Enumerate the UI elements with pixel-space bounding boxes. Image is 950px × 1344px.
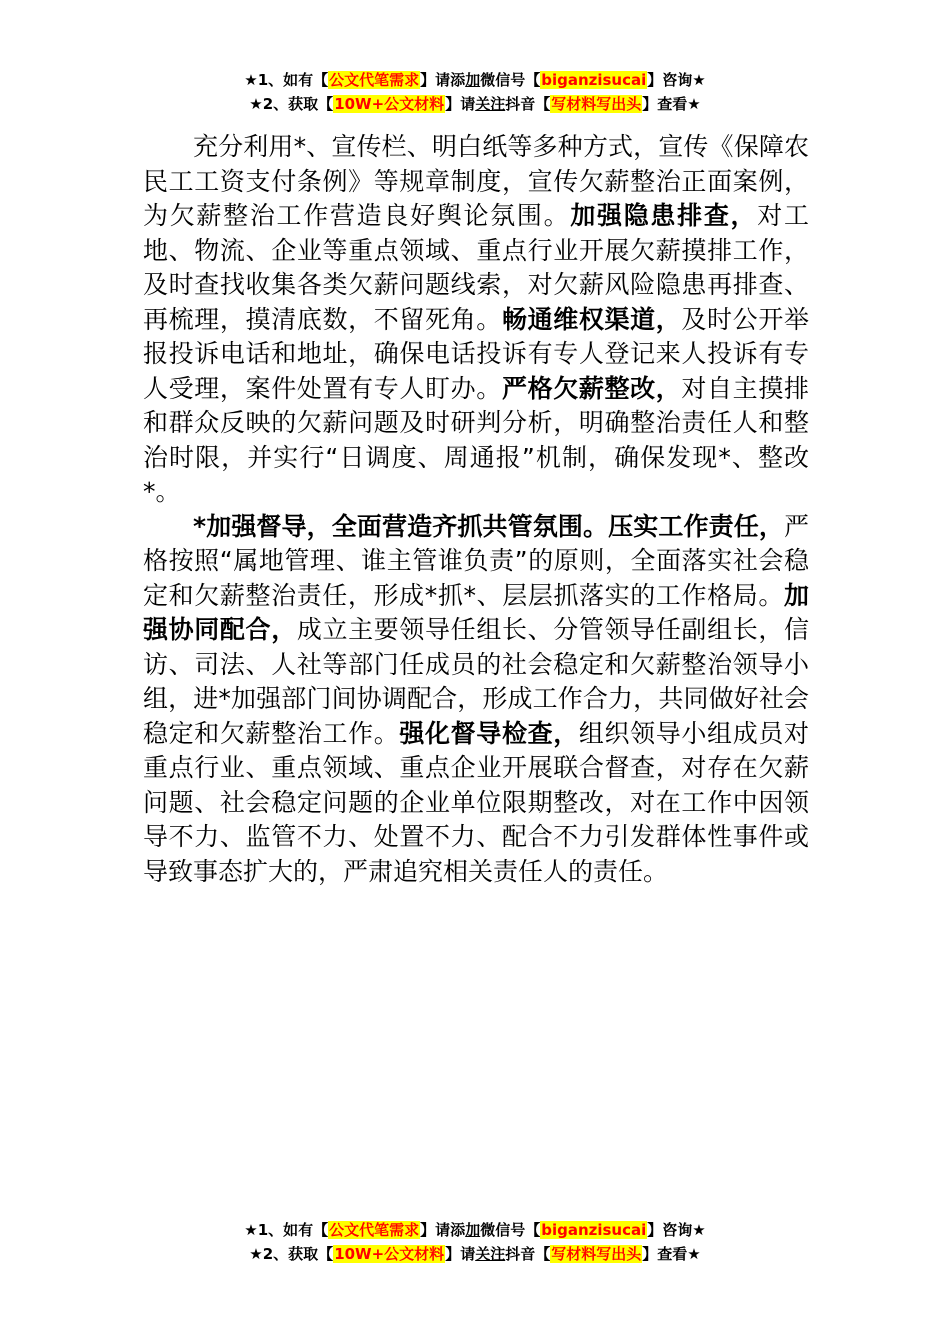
douyin-account-highlight: 写材料写出头 <box>551 1245 642 1263</box>
banner-text: 】请添 <box>420 1221 466 1239</box>
footer-banner-line-1 <box>0 1218 950 1242</box>
footer-banner <box>0 1218 950 1266</box>
banner-text: ★1、如有【 <box>244 71 329 89</box>
bold-heading: 压实工作责任， <box>608 511 784 541</box>
paragraph-text: 充分利用*、宣传栏、明白纸等多种方式，宣传《保障农民工工资支付条例》等规章制度，宣传欠薪整治正面案例，为欠薪整治工作营造良好舆论氛围。 <box>143 132 809 230</box>
douyin-account-highlight: 写材料写出头 <box>551 95 642 113</box>
banner-text: 】请 <box>445 1245 476 1263</box>
banner-underlined-text: 加 <box>465 1221 481 1239</box>
paragraph-text: 及时公开举报投诉电话和地址，确保电话投诉有专人登记来人投诉有专人受理，案件处置有专人盯办。 <box>143 304 809 403</box>
banner-text: 】咨询★ <box>647 1221 706 1239</box>
banner-text: 】咨询★ <box>647 71 706 89</box>
bold-heading: 强化督导检查， <box>399 718 579 748</box>
wechat-id-highlight: biganzisucai <box>541 71 647 89</box>
header-banner <box>0 68 950 116</box>
banner-text: 抖音【 <box>505 95 551 113</box>
wechat-service-highlight: 公文代笔需求 <box>329 71 420 89</box>
paragraph-2 <box>143 510 809 890</box>
section-heading: *加强督导，全面营造齐抓共管氛围。 <box>193 511 609 541</box>
banner-text: 微信号【 <box>480 71 541 89</box>
materials-highlight: 10W+公文材料 <box>334 95 445 113</box>
header-banner-line-2 <box>0 92 950 116</box>
paragraph-1 <box>143 130 809 510</box>
banner-text: 微信号【 <box>480 1221 541 1239</box>
banner-text: ★2、获取【 <box>249 1245 334 1263</box>
wechat-service-highlight: 公文代笔需求 <box>329 1221 420 1239</box>
banner-text: ★1、如有【 <box>244 1221 329 1239</box>
wechat-id-highlight: biganzisucai <box>541 1221 647 1239</box>
paragraph-text: 组织领导小组成员对重点行业、重点领域、重点企业开展联合督查，对存在欠薪问题、社会稳定问题的企业单位限期整改，对在工作中因领导不力、监管不力、处置不力、配合不力引发群体性事件或导致事态扩大的，严肃追究相关责任人的责任。 <box>143 718 809 886</box>
banner-underlined-text: 加 <box>465 71 481 89</box>
banner-text: 】查看★ <box>642 95 701 113</box>
banner-text: ★2、获取【 <box>249 95 334 113</box>
paragraph-text: 严格按照“属地管理、谁主管谁负责”的原则，全面落实社会稳定和欠薪整治责任，形成*抓*、层层抓落实的工作格局。 <box>143 511 809 610</box>
bold-heading: 严格欠薪整改， <box>501 373 682 403</box>
paragraph-text: 对工地、物流、企业等重点领域、重点行业开展欠薪摸排工作，及时查找收集各类欠薪问题线索，对欠薪风险隐患再排查、再梳理，摸清底数，不留死角。 <box>143 201 809 334</box>
document-body <box>143 130 809 889</box>
materials-highlight: 10W+公文材料 <box>334 1245 445 1263</box>
paragraph-text: 对自主摸排和群众反映的欠薪问题及时研判分析，明确整治责任人和整治时限，并实行“日调度、周通报”机制，确保发现*、整改*。 <box>143 373 809 506</box>
banner-text: 抖音【 <box>505 1245 551 1263</box>
header-banner-line-1 <box>0 68 950 92</box>
paragraph-text: 成立主要领导任组长、分管领导任副组长，信访、司法、人社等部门任成员的社会稳定和欠薪整治领导小组，进*加强部门间协调配合，形成工作合力，共同做好社会稳定和欠薪整治工作。 <box>143 615 809 748</box>
banner-text: 】请添 <box>420 71 466 89</box>
banner-text: 】请 <box>445 95 476 113</box>
footer-banner-line-2 <box>0 1242 950 1266</box>
banner-underlined-text: 关注 <box>475 95 506 113</box>
banner-text: 】查看★ <box>642 1245 701 1263</box>
bold-heading: 加强隐患排查， <box>570 201 758 230</box>
bold-heading: 畅通维权渠道， <box>501 304 682 334</box>
bold-heading: 加强协同配合， <box>143 580 809 644</box>
banner-underlined-text: 关注 <box>475 1245 506 1263</box>
